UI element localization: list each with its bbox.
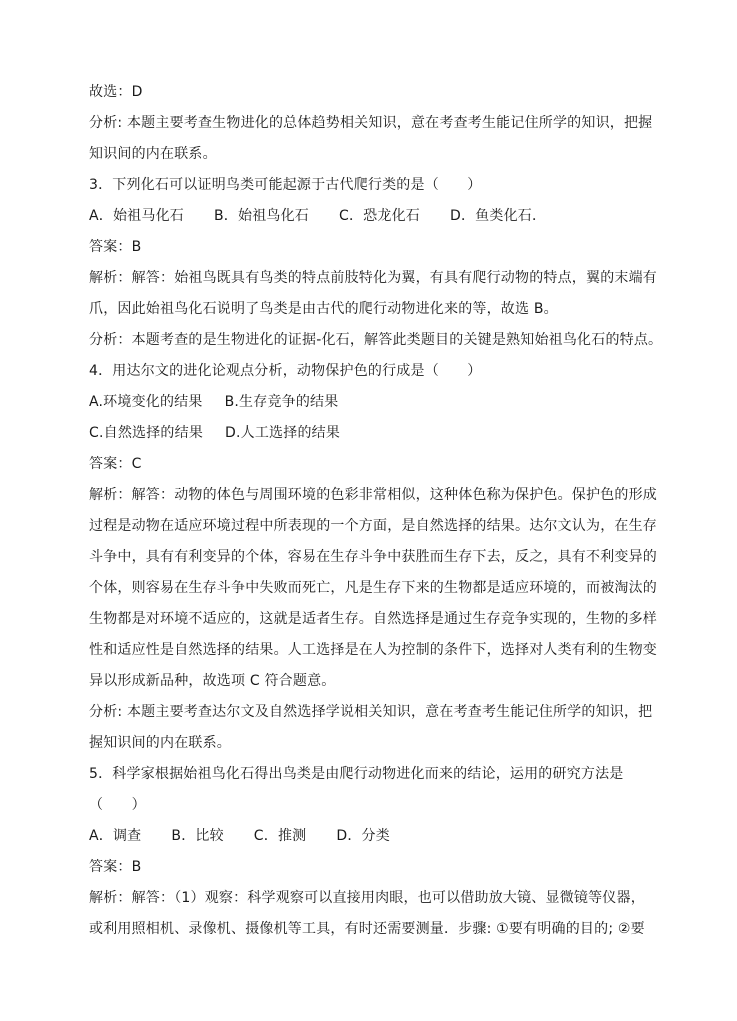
q3-options: [89, 201, 649, 232]
text-line: 故选：D: [89, 84, 143, 100]
question-3: 3．下列化石可以证明鸟类可能起源于古代爬行类的是（ ）: [89, 177, 482, 193]
text-line: 异以形成新品种，故选项 C 符合题意。: [89, 673, 336, 689]
text-line: 性和适应性是自然选择的结果。人工选择是在人为控制的条件下，选择对人类有利的生物变: [89, 642, 657, 658]
q5-option-d: D．分类: [336, 828, 390, 844]
text-line: 生物都是对环境不适应的，这就是适者生存。自然选择是通过生存竞争实现的，生物的多样: [89, 611, 657, 627]
text-line: 解析：解答：始祖鸟既具有鸟类的特点前肢特化为翼，有具有爬行动物的特点，翼的末端有: [89, 270, 657, 286]
text-line: 解析：解答：（1）观察：科学观察可以直接用肉眼，也可以借助放大镜、显微镜等仪器，: [89, 890, 645, 906]
text-line: 爪，因此始祖鸟化石说明了鸟类是由古代的爬行动物进化来的等，故选 B。: [89, 301, 558, 317]
text-line: 或利用照相机、录像机、摄像机等工具，有时还需要测量．步骤: ①要有明确的目的; ②要: [89, 921, 645, 937]
text-line: 解析：解答：动物的体色与周围环境的色彩非常相似，这种体色称为保护色。保护色的形成: [89, 487, 657, 503]
q4-options-row2: [89, 418, 649, 449]
q4-option-b: B.生存竞争的结果: [224, 394, 339, 410]
q4-option-a: A.环境变化的结果: [89, 394, 203, 410]
q5-option-a: A．调查: [89, 828, 142, 844]
document-page: [89, 77, 663, 945]
text-line: 分析: 本题主要考查达尔文及自然选择学说相关知识，意在考查考生能记住所学的知识，把: [89, 704, 653, 720]
q4-options-row1: [89, 387, 649, 418]
text-line: 过程是动物在适应环境过程中所表现的一个方面，是自然选择的结果。达尔文认为，在生存: [89, 518, 657, 534]
q3-option-c: C．恐龙化石: [339, 208, 420, 224]
q5-option-b: B．比较: [171, 828, 224, 844]
q3-option-b: B．始祖鸟化石: [213, 208, 309, 224]
q5-answer: 答案：B: [89, 859, 142, 875]
text-line: （ ）: [89, 797, 146, 813]
q3-option-a: A．始祖马化石: [89, 208, 184, 224]
question-5: 5．科学家根据始祖鸟化石得出鸟类是由爬行动物进化而来的结论，运用的研究方法是: [89, 766, 624, 782]
text-line: 斗争中，具有有利变异的个体，容易在生存斗争中获胜而生存下去，反之，具有不利变异的: [89, 549, 657, 565]
q5-option-c: C．推测: [253, 828, 307, 844]
text-line: 知识间的内在联系。: [89, 146, 217, 162]
q4-answer: 答案：C: [89, 456, 142, 472]
q5-options: [89, 821, 649, 852]
question-4: 4．用达尔文的进化论观点分析，动物保护色的行成是（ ）: [89, 363, 482, 379]
text-line: 分析: 本题主要考查生物进化的总体趋势相关知识，意在考查考生能记住所学的知识，把握: [89, 115, 653, 131]
text-line: 分析：本题考查的是生物进化的证据-化石，解答此类题目的关键是熟知始祖鸟化石的特点。: [89, 332, 663, 348]
q4-option-c: C.自然选择的结果: [89, 425, 204, 441]
q3-option-d: D．鱼类化石．: [449, 208, 547, 224]
q3-answer: 答案：B: [89, 239, 142, 255]
text-line: 个体，则容易在生存斗争中失败而死亡，凡是生存下来的生物都是适应环境的，而被淘汰的: [89, 580, 657, 596]
text-line: 握知识间的内在联系。: [89, 735, 231, 751]
q4-option-d: D.人工选择的结果: [225, 425, 341, 441]
